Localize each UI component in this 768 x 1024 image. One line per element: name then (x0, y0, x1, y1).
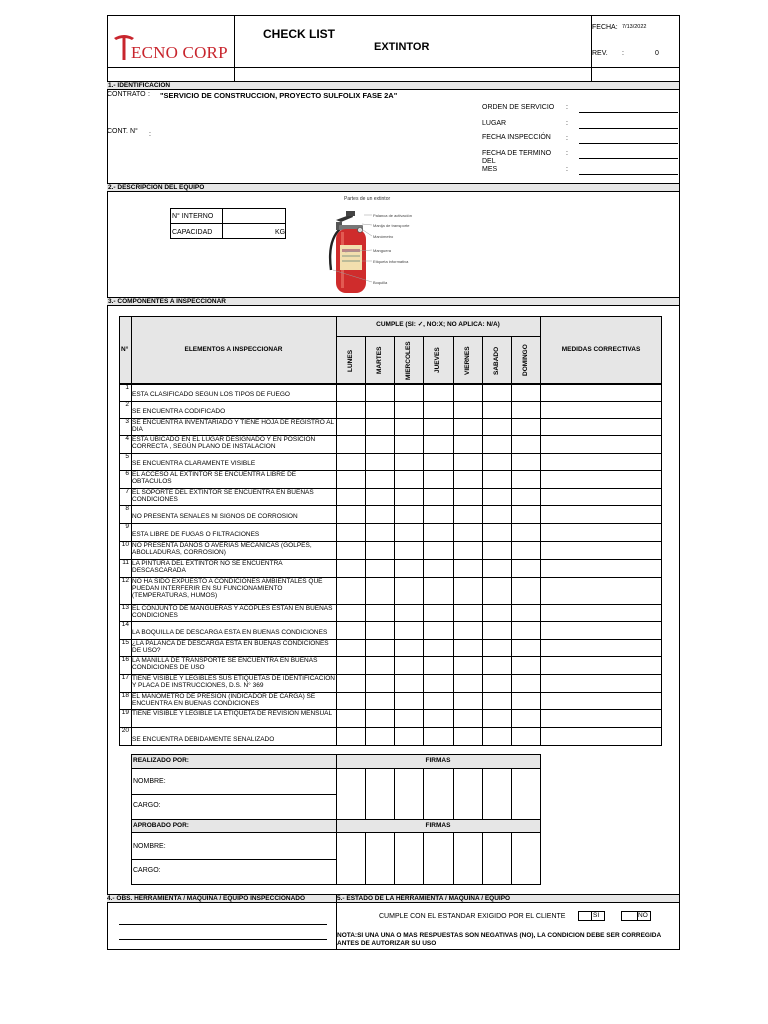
medidas-cell[interactable] (541, 436, 661, 453)
si-label: SI (593, 912, 600, 919)
table-row (119, 559, 662, 577)
check-cell-miercoles[interactable] (395, 728, 423, 746)
rev-label: REV. (592, 50, 608, 57)
check-cell-miercoles[interactable] (395, 605, 423, 621)
del-label: DEL (482, 158, 496, 165)
check-cell-jueves[interactable] (424, 524, 453, 541)
check-cell-viernes[interactable] (454, 640, 482, 656)
check-cell-miercoles[interactable] (395, 524, 423, 541)
check-cell-domingo[interactable] (512, 489, 540, 505)
check-cell-lunes[interactable] (337, 419, 365, 435)
item-number: 4 (125, 435, 129, 442)
medidas-cell[interactable] (541, 506, 661, 523)
fecha-value: 7/13/2022 (622, 24, 647, 30)
page-subtitle: EXTINTOR (374, 41, 430, 53)
medidas-cell[interactable] (541, 560, 661, 577)
capacidad-label: CAPACIDAD (172, 229, 213, 236)
aprobado-nombre-label[interactable]: NOMBRE: (133, 843, 166, 850)
check-cell-martes[interactable] (366, 560, 394, 577)
check-cell-domingo[interactable] (512, 471, 540, 488)
realizado-label: REALIZADO POR: (133, 757, 189, 764)
check-cell-miercoles[interactable] (395, 385, 423, 401)
check-cell-jueves[interactable] (424, 436, 453, 453)
check-cell-viernes[interactable] (454, 489, 482, 505)
obs-line-2[interactable] (119, 939, 327, 940)
part-label-manometro: Manómetro (373, 234, 394, 239)
check-cell-miercoles[interactable] (395, 489, 423, 505)
cumple-header: CUMPLE (SI: ✓, NO:X; NO APLICA: N/A) (376, 321, 500, 328)
n-header: N° (121, 346, 129, 353)
interno-label: N° INTERNO (172, 213, 214, 220)
check-cell-martes[interactable] (366, 640, 394, 656)
check-cell-sabado[interactable] (483, 454, 511, 470)
check-cell-viernes[interactable] (454, 471, 482, 488)
check-cell-sabado[interactable] (483, 542, 511, 559)
check-cell-miercoles[interactable] (395, 622, 423, 639)
check-cell-lunes[interactable] (337, 524, 365, 541)
medidas-cell[interactable] (541, 385, 661, 401)
check-cell-martes[interactable] (366, 419, 394, 435)
check-cell-viernes[interactable] (454, 693, 482, 709)
check-cell-domingo[interactable] (512, 657, 540, 674)
check-cell-sabado[interactable] (483, 419, 511, 435)
nota-text: NOTA:SI UNA UNA O MAS RESPUESTAS SON NEGATIVAS (NO), LA CONDICION DEBE SER CORREGIDA ANTES DE AUTORIZAR SU USO (337, 932, 661, 947)
check-cell-miercoles[interactable] (395, 471, 423, 488)
day-header-domingo: DOMINGO (521, 344, 529, 377)
check-cell-lunes[interactable] (337, 605, 365, 621)
company-logo (113, 33, 231, 63)
check-cell-miercoles[interactable] (395, 454, 423, 470)
medidas-cell[interactable] (541, 640, 661, 656)
part-label-palanca: Palanca de activación (373, 213, 412, 218)
check-cell-viernes[interactable] (454, 675, 482, 692)
rev-value: 0 (655, 50, 659, 57)
check-cell-lunes[interactable] (337, 657, 365, 674)
check-cell-sabado[interactable] (483, 605, 511, 621)
item-number: 10 (121, 541, 129, 548)
check-cell-lunes[interactable] (337, 402, 365, 418)
check-cell-domingo[interactable] (512, 402, 540, 418)
check-cell-martes[interactable] (366, 524, 394, 541)
check-cell-jueves[interactable] (424, 489, 453, 505)
check-cell-martes[interactable] (366, 454, 394, 470)
table-row (119, 418, 662, 435)
table-row (119, 674, 662, 692)
check-cell-viernes[interactable] (454, 506, 482, 523)
logo-text: ECNO CORP (131, 43, 228, 62)
fecha-label: FECHA: (592, 24, 618, 31)
item-number: 5 (125, 453, 129, 460)
check-cell-jueves[interactable] (424, 402, 453, 418)
item-text: NO PRESENTA DAÑOS O AVERIAS MECANICAS (GOLPES, ABOLLADURAS, CORROSION) (132, 542, 312, 556)
check-cell-sabado[interactable] (483, 710, 511, 727)
check-cell-jueves[interactable] (424, 385, 453, 401)
check-cell-viernes[interactable] (454, 560, 482, 577)
table-row (119, 604, 662, 621)
check-cell-lunes[interactable] (337, 506, 365, 523)
item-text: ¿LA PALANCA DE DESCARGA ESTA EN BUENAS CONDICIONES DE USO? (132, 640, 329, 654)
check-cell-martes[interactable] (366, 385, 394, 401)
fecha-inspeccion-label: FECHA INSPECCIÓN (482, 134, 551, 141)
check-cell-viernes[interactable] (454, 728, 482, 746)
check-cell-sabado[interactable] (483, 657, 511, 674)
table-row (119, 692, 662, 709)
medidas-cell[interactable] (541, 402, 661, 418)
orden-servicio-label: ORDEN DE SERVICIO (482, 104, 555, 111)
table-row (119, 709, 662, 727)
item-text: TIENE VISIBLE Y LEGIBLES SUS ETIQUETAS DE IDENTIFICACIÓN Y PLACA DE INSTRUCCIONES, D.S. N° 369 (132, 675, 335, 689)
extinguisher-diagram (325, 194, 430, 298)
check-cell-sabado[interactable] (483, 560, 511, 577)
contrato-label: CONTRATO (107, 91, 146, 98)
check-cell-sabado[interactable] (483, 693, 511, 709)
check-cell-jueves[interactable] (424, 657, 453, 674)
medidas-cell[interactable] (541, 675, 661, 692)
item-number: 18 (121, 692, 129, 699)
check-cell-lunes[interactable] (337, 728, 365, 746)
check-cell-domingo[interactable] (512, 419, 540, 435)
check-cell-viernes[interactable] (454, 605, 482, 621)
day-header-miercoles: MIERCOLES (404, 341, 412, 380)
part-label-manguera: Manguera (373, 248, 392, 253)
fecha-inspeccion-field[interactable] (579, 143, 678, 144)
section-obs-header (107, 894, 679, 903)
check-cell-martes[interactable] (366, 693, 394, 709)
check-cell-jueves[interactable] (424, 560, 453, 577)
mes-field[interactable] (579, 174, 678, 175)
medidas-cell[interactable] (541, 454, 661, 470)
table-row (119, 523, 662, 541)
lugar-field[interactable] (579, 128, 678, 129)
check-cell-viernes[interactable] (454, 622, 482, 639)
section-descripcion-header: 2.- DESCRIPCION DEL EQUIPO (107, 183, 679, 192)
no-checkbox[interactable] (621, 911, 651, 921)
item-text: LA BOQUILLA DE DESCARGA ESTA EN BUENAS CONDICIONES (132, 629, 328, 636)
check-cell-martes[interactable] (366, 489, 394, 505)
check-cell-martes[interactable] (366, 436, 394, 453)
check-cell-miercoles[interactable] (395, 419, 423, 435)
item-text: NO HA SIDO EXPUESTO A CONDICIONES AMBIENTALES QUE PUEDAN INTERFERIR EN SU FUNCIONAMIENTO (TEMPERATURAS, HUMOS) (132, 578, 323, 599)
check-cell-jueves[interactable] (424, 622, 453, 639)
item-number: 11 (122, 559, 129, 566)
interno-value-cell[interactable] (223, 209, 285, 222)
item-text: TIENE VISIBLE Y LEGIBLE LA ETIQUETA DE REVISIÓN MENSUAL (132, 710, 333, 717)
realizado-nombre-label[interactable]: NOMBRE: (133, 778, 166, 785)
medidas-cell[interactable] (541, 728, 661, 746)
section-identificacion-header: 1.- IDENTIFICACION (107, 81, 679, 90)
medidas-cell[interactable] (541, 489, 661, 505)
contrato-colon: : (148, 91, 150, 98)
check-cell-domingo[interactable] (512, 640, 540, 656)
table-row (119, 541, 662, 559)
item-number: 20 (121, 727, 129, 734)
check-cell-viernes[interactable] (454, 454, 482, 470)
cont-n-label: CONT. N° (107, 128, 138, 135)
orden-servicio-field[interactable] (579, 112, 678, 113)
check-cell-sabado[interactable] (483, 622, 511, 639)
check-cell-jueves[interactable] (424, 693, 453, 709)
check-cell-lunes[interactable] (337, 640, 365, 656)
part-label-etiqueta: Etiqueta informativa (373, 259, 409, 264)
cont-n-colon: : (149, 131, 151, 138)
check-cell-sabado[interactable] (483, 402, 511, 418)
check-cell-martes[interactable] (366, 506, 394, 523)
check-cell-viernes[interactable] (454, 524, 482, 541)
item-number: 9 (125, 523, 129, 530)
fecha-termino-colon: : (566, 150, 568, 157)
check-cell-jueves[interactable] (424, 605, 453, 621)
check-cell-domingo[interactable] (512, 728, 540, 746)
lugar-label: LUGAR (482, 120, 507, 127)
table-row (119, 384, 662, 401)
fecha-inspeccion-colon: : (566, 135, 568, 142)
item-text: SE ENCUENTRA CODIFICADO (132, 408, 226, 415)
firmas-label-1: FIRMAS (425, 757, 451, 764)
item-text: EL MANOMETRO DE PRESIÓN (INDICADOR DE CARGA) SE ENCUENTRA EN BUENAS CONDICIONES (132, 693, 316, 707)
item-number: 7 (125, 488, 129, 495)
check-cell-martes[interactable] (366, 605, 394, 621)
rev-colon: : (622, 50, 624, 57)
check-cell-jueves[interactable] (424, 578, 453, 604)
item-number: 6 (125, 470, 129, 477)
medidas-cell[interactable] (541, 622, 661, 639)
check-cell-domingo[interactable] (512, 622, 540, 639)
check-cell-sabado[interactable] (483, 436, 511, 453)
table-row (119, 621, 662, 639)
check-cell-miercoles[interactable] (395, 402, 423, 418)
check-cell-viernes[interactable] (454, 710, 482, 727)
check-cell-viernes[interactable] (454, 578, 482, 604)
check-cell-jueves[interactable] (424, 419, 453, 435)
check-cell-jueves[interactable] (424, 454, 453, 470)
item-text: ESTA LIBRE DE FUGAS O FILTRACIONES (132, 531, 260, 538)
check-cell-domingo[interactable] (512, 710, 540, 727)
check-cell-miercoles[interactable] (395, 640, 423, 656)
item-text: SE ENCUENTRA CLARAMENTE VISIBLE (132, 460, 256, 467)
check-cell-lunes[interactable] (337, 471, 365, 488)
check-cell-sabado[interactable] (483, 640, 511, 656)
check-cell-lunes[interactable] (337, 560, 365, 577)
check-cell-jueves[interactable] (424, 640, 453, 656)
table-row (119, 639, 662, 656)
check-cell-viernes[interactable] (454, 657, 482, 674)
check-cell-martes[interactable] (366, 657, 394, 674)
check-cell-sabado[interactable] (483, 728, 511, 746)
capacidad-unit: KG (275, 229, 286, 236)
check-cell-jueves[interactable] (424, 471, 453, 488)
contrato-value: "SERVICIO DE CONSTRUCCION, PROYECTO SULFOLIX FASE 2A" (160, 91, 398, 100)
medidas-cell[interactable] (541, 710, 661, 727)
check-cell-domingo[interactable] (512, 542, 540, 559)
check-cell-martes[interactable] (366, 578, 394, 604)
check-cell-martes[interactable] (366, 542, 394, 559)
check-cell-martes[interactable] (366, 622, 394, 639)
check-cell-domingo[interactable] (512, 605, 540, 621)
day-header-jueves: JUEVES (434, 347, 441, 374)
item-text: NO PRESENTA SEÑALES NI SIGNOS DE CORROSIÓN (132, 513, 298, 520)
check-cell-martes[interactable] (366, 675, 394, 692)
table-row (119, 470, 662, 488)
item-number: 12 (121, 577, 129, 584)
day-header-martes: MARTES (375, 346, 383, 375)
check-cell-martes[interactable] (366, 471, 394, 488)
check-cell-sabado[interactable] (483, 506, 511, 523)
check-cell-lunes[interactable] (337, 622, 365, 639)
item-text: EL ACCESO AL EXTINTOR SE ENCUENTRA LIBRE DE OBTACULOS (132, 471, 297, 485)
item-number: 13 (121, 604, 129, 611)
check-cell-lunes[interactable] (337, 675, 365, 692)
day-header-viernes: VIERNES (463, 346, 471, 375)
check-cell-domingo[interactable] (512, 693, 540, 709)
check-cell-martes[interactable] (366, 710, 394, 727)
day-header-lunes: LUNES (346, 349, 354, 372)
day-header-sabado: SABADO (492, 346, 500, 375)
check-cell-lunes[interactable] (337, 693, 365, 709)
check-cell-miercoles[interactable] (395, 506, 423, 523)
item-number: 3 (125, 418, 129, 425)
table-row (119, 727, 662, 746)
check-cell-miercoles[interactable] (395, 542, 423, 559)
item-text: SE ENCUENTRA INVENTARIADO Y TIENE HOJA DE REGISTRO AL DIA (132, 419, 334, 433)
fecha-termino-field[interactable] (579, 158, 678, 159)
diagram-title: Partes de un extintor (344, 196, 391, 202)
item-text: SE ENCUENTRA DEBIDAMENTE SEÑALIZADO (132, 736, 275, 743)
table-row (119, 401, 662, 418)
check-cell-domingo[interactable] (512, 436, 540, 453)
table-row (119, 435, 662, 453)
check-cell-jueves[interactable] (424, 710, 453, 727)
mes-colon: : (566, 166, 568, 173)
check-cell-viernes[interactable] (454, 542, 482, 559)
item-number: 16 (121, 656, 129, 663)
check-cell-lunes[interactable] (337, 578, 365, 604)
check-cell-jueves[interactable] (424, 542, 453, 559)
fecha-termino-label: FECHA DE TERMINO (482, 150, 552, 157)
medidas-cell[interactable] (541, 524, 661, 541)
no-label: NO (638, 912, 648, 919)
medidas-cell[interactable] (541, 693, 661, 709)
check-cell-domingo[interactable] (512, 675, 540, 692)
check-cell-sabado[interactable] (483, 675, 511, 692)
check-cell-lunes[interactable] (337, 542, 365, 559)
check-cell-sabado[interactable] (483, 385, 511, 401)
check-cell-sabado[interactable] (483, 489, 511, 505)
check-cell-jueves[interactable] (424, 506, 453, 523)
check-cell-domingo[interactable] (512, 524, 540, 541)
item-text: EL SOPORTE DEL EXTINTOR SE ENCUENTRA EN BUENAS CONDICIONES (132, 489, 314, 503)
medidas-cell[interactable] (541, 542, 661, 559)
item-number: 2 (125, 401, 129, 408)
check-cell-domingo[interactable] (512, 578, 540, 604)
check-cell-jueves[interactable] (424, 728, 453, 746)
item-text: LA MANILLA DE TRANSPORTE SE ENCUENTRA EN BUENAS CONDICIONES DE USO (132, 657, 318, 671)
check-cell-lunes[interactable] (337, 436, 365, 453)
table-row (119, 656, 662, 674)
check-cell-domingo[interactable] (512, 506, 540, 523)
item-text: EL CONJUNTO DE MANGUERAS Y ACOPLES ESTAN EN BUENAS CONDICIONES (132, 605, 333, 619)
obs-line-1[interactable] (119, 924, 327, 925)
medidas-cell[interactable] (541, 578, 661, 604)
page-title: CHECK LIST (263, 27, 335, 41)
table-row (119, 453, 662, 470)
check-cell-miercoles[interactable] (395, 710, 423, 727)
check-cell-martes[interactable] (366, 402, 394, 418)
part-label-manija: Manija de transporte (373, 223, 410, 228)
medidas-header: MEDIDAS CORRECTIVAS (561, 346, 641, 353)
check-cell-miercoles[interactable] (395, 560, 423, 577)
medidas-cell[interactable] (541, 471, 661, 488)
check-cell-miercoles[interactable] (395, 436, 423, 453)
check-cell-miercoles[interactable] (395, 578, 423, 604)
elements-header: ELEMENTOS A INSPECCIONAR (184, 346, 283, 353)
medidas-cell[interactable] (541, 419, 661, 435)
check-cell-sabado[interactable] (483, 471, 511, 488)
mes-label: MES (482, 166, 498, 173)
lugar-colon: : (566, 120, 568, 127)
check-cell-sabado[interactable] (483, 524, 511, 541)
realizado-cargo-label[interactable]: CARGO: (133, 802, 161, 809)
section4-title: 4.- OBS. HERRAMIENTA / MAQUINA / EQUIPO INSPECCIONADO (107, 895, 306, 902)
item-text: ESTA CLASIFICADO SEGÚN LOS TIPOS DE FUEGO (132, 391, 290, 398)
check-cell-lunes[interactable] (337, 385, 365, 401)
check-cell-viernes[interactable] (454, 436, 482, 453)
section5-title: 5.- ESTADO DE LA HERRAMIENTA / MAQUINA / EQUIPO (337, 895, 511, 902)
check-cell-miercoles[interactable] (395, 693, 423, 709)
check-cell-lunes[interactable] (337, 454, 365, 470)
medidas-cell[interactable] (541, 657, 661, 674)
check-cell-viernes[interactable] (454, 419, 482, 435)
section-componentes-header: 3.- COMPONENTES A INSPECCIONAR (107, 297, 679, 306)
check-cell-sabado[interactable] (483, 578, 511, 604)
check-cell-miercoles[interactable] (395, 657, 423, 674)
part-label-boquilla: Boquilla (373, 280, 388, 285)
table-row (119, 505, 662, 523)
check-cell-jueves[interactable] (424, 675, 453, 692)
check-cell-martes[interactable] (366, 728, 394, 746)
aprobado-label: APROBADO POR: (133, 822, 189, 829)
item-number: 19 (121, 709, 129, 716)
check-cell-lunes[interactable] (337, 710, 365, 727)
check-cell-miercoles[interactable] (395, 675, 423, 692)
check-cell-viernes[interactable] (454, 385, 482, 401)
check-cell-domingo[interactable] (512, 454, 540, 470)
table-row (119, 488, 662, 505)
orden-servicio-colon: : (566, 104, 568, 111)
cumple-estandar-text: CUMPLE CON EL ESTANDAR EXIGIDO POR EL CLIENTE (379, 913, 566, 920)
check-cell-lunes[interactable] (337, 489, 365, 505)
item-text: ESTA UBICADO EN EL LUGAR DESIGNADO Y EN POSICION CORRECTA , SEGÚN PLANO DE INSTALACION (132, 436, 316, 450)
item-number: 15 (121, 639, 129, 646)
item-number: 1 (125, 384, 129, 391)
check-cell-viernes[interactable] (454, 402, 482, 418)
medidas-cell[interactable] (541, 605, 661, 621)
item-number: 14 (121, 621, 129, 628)
aprobado-cargo-label[interactable]: CARGO: (133, 867, 161, 874)
item-number: 8 (125, 505, 129, 512)
check-cell-domingo[interactable] (512, 560, 540, 577)
firmas-label-2: FIRMAS (425, 822, 451, 829)
check-cell-domingo[interactable] (512, 385, 540, 401)
item-text: LA PINTURA DEL EXTINTOR NO SE ENCUENTRA DESCASCARADA (132, 560, 283, 574)
table-row (119, 577, 662, 604)
item-number: 17 (121, 674, 129, 681)
